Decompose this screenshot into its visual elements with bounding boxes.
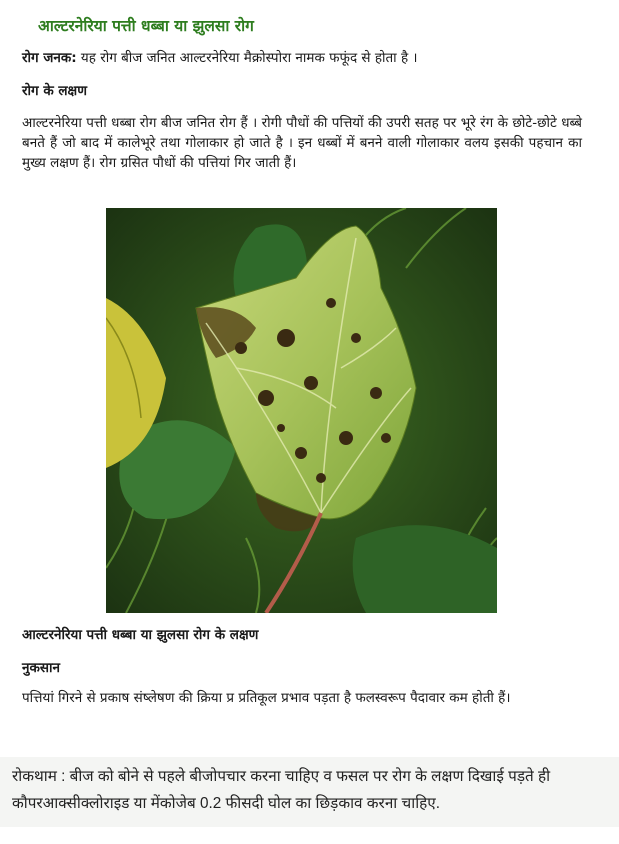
symptoms-heading: रोग के लक्षण [22, 83, 87, 99]
pathogen-text: यह रोग बीज जनित आल्टरनेरिया मैक्रोस्पोरा नामक फफूंद से होता है । [76, 50, 418, 66]
prevention-box [0, 757, 619, 827]
pathogen-line [22, 48, 418, 66]
loss-paragraph: पत्तियां गिरने से प्रकाष संष्लेषण की क्रिया प्र प्रतिकूल प्रभाव पड़ता है फलस्वरूप पैदावार कम होती हैं। [22, 690, 511, 706]
loss-heading: नुकसान [22, 660, 60, 676]
symptoms-paragraph: आल्टरनेरिया पत्ती धब्बा रोग बीज जनित रोग हैं । रोगी पौधों की पत्तियों की उपरी सतह पर भूरे रंग के छोटे-छोटे धब्बे बनते हैं जो बाद में कालेभूरे तथा गोलाकार हो जाते है । इन धब्बों में बनने वाली गोलाकार वलय इसकी पहचान का मुख्य लक्षण हैं। रोग ग्रसित पौधों की पत्तियां गिर जाती हैं। [22, 115, 582, 171]
prevention-text: रोकथाम : बीज को बोने से पहले बीजोपचार करना चाहिए व फसल पर रोग के लक्षण दिखाई पड़ते ही कौपरआक्सीक्लोराइड या मेंकोजेब 0.2 फीसदी घोल का छिड़काव करना चाहिए. [12, 768, 551, 812]
leaf-illustration [106, 208, 497, 613]
page-title: आल्टरनेरिया पत्ती धब्बा या झुलसा रोग [38, 17, 254, 35]
diseased-leaf-photo [106, 208, 497, 613]
image-caption: आल्टरनेरिया पत्ती धब्बा या झुलसा रोग के लक्षण [22, 627, 259, 643]
pathogen-label: रोग जनक: [22, 50, 77, 66]
